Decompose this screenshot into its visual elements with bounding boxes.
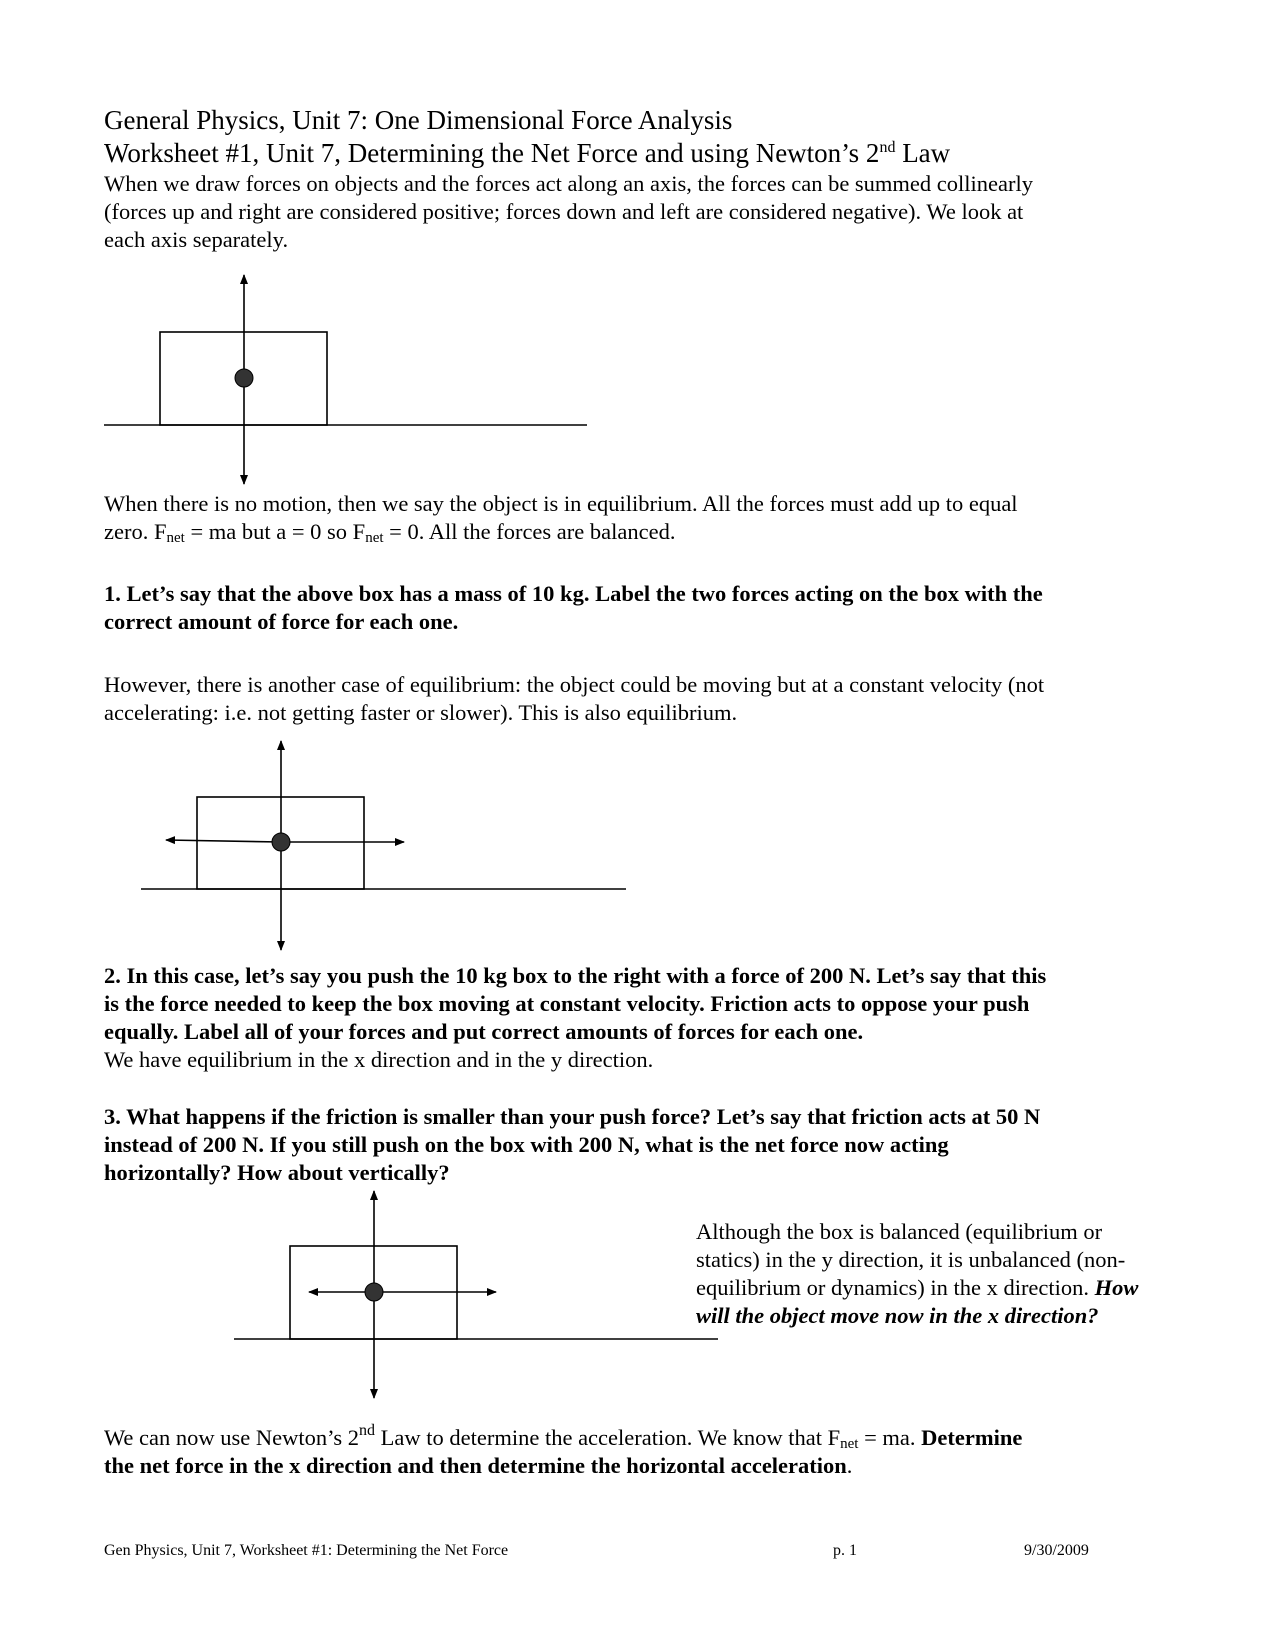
arrow-left-2 — [166, 840, 281, 842]
newton-text-b: Law to determine the acceleration. We know that F — [375, 1425, 841, 1450]
question-2 — [104, 962, 1046, 1074]
q1-line-1: 1. Let’s say that the above box has a mass of 10 kg. Label the two forces acting on the box with the — [104, 581, 1043, 606]
side-note-line-4: will the object move now in the x direction? — [696, 1303, 1099, 1328]
q3-line-1: 3. What happens if the friction is smaller than your push force? Let’s say that friction acts at 50 N — [104, 1104, 1041, 1129]
side-note-line-1: Although the box is balanced (equilibrium or — [696, 1219, 1103, 1244]
newton-paragraph — [104, 1424, 1022, 1480]
newton-sup: nd — [359, 1422, 376, 1439]
q2-line-2: is the force needed to keep the box moving at constant velocity. Friction acts to oppose your push — [104, 991, 1030, 1016]
eq-text-a: zero. F — [104, 519, 167, 544]
newton-line-2 — [104, 1452, 1022, 1480]
eq-sub-1: net — [166, 530, 185, 546]
constant-velocity-paragraph — [104, 671, 1044, 727]
newton-bold-b: the net force in the x direction and then determine the horizontal acceleration — [104, 1453, 847, 1478]
diagram-1-static-box — [104, 275, 587, 484]
q2-line-3: equally. Label all of your forces and put correct amounts of forces for each one. — [104, 1019, 864, 1044]
newton-text-c: = ma. — [858, 1425, 922, 1450]
newton-sub: net — [840, 1436, 859, 1452]
diagram-2-constant-velocity — [141, 741, 626, 950]
q2-line-1: 2. In this case, let’s say you push the 10 kg box to the right with a force of 200 N. Let’s say that this — [104, 963, 1047, 988]
diagram-3-unbalanced — [234, 1191, 718, 1398]
title-line-1: General Physics, Unit 7: One Dimensional Force Analysis — [104, 105, 733, 135]
side-note-line-2: statics) in the y direction, it is unbalanced (non- — [696, 1247, 1126, 1272]
footer-page-number: p. 1 — [833, 1542, 857, 1559]
side-note — [696, 1218, 1138, 1330]
cv-line-1: However, there is another case of equilibrium: the object could be moving but at a constant velocity (not — [104, 672, 1045, 697]
eq-text-c: = 0. All the forces are balanced. — [383, 519, 676, 544]
question-1 — [104, 580, 1043, 636]
center-dot-1 — [235, 369, 253, 387]
q3-line-3: horizontally? How about vertically? — [104, 1160, 450, 1185]
q2-line-4: We have equilibrium in the x direction and in the y direction. — [104, 1047, 654, 1072]
side-note-line-3-text: equilibrium or dynamics) in the x direction. — [696, 1275, 1095, 1300]
eq-sub-2: net — [365, 530, 384, 546]
newton-bold-a: Determine — [921, 1425, 1023, 1450]
newton-end: . — [846, 1453, 853, 1478]
subtitle-text: Worksheet #1, Unit 7, Determining the Net Force and using Newton’s 2 — [104, 138, 880, 168]
side-note-line-3-italic: How — [1094, 1275, 1139, 1300]
center-dot-3 — [365, 1283, 383, 1301]
equilibrium-paragraph — [104, 490, 1018, 546]
equilibrium-line-1: When there is no motion, then we say the object is in equilibrium. All the forces must add up to equal — [104, 491, 1018, 516]
q1-line-2: correct amount of force for each one. — [104, 609, 459, 634]
q3-line-2: instead of 200 N. If you still push on the box with 200 N, what is the net force now acting — [104, 1132, 949, 1157]
side-note-line-3 — [696, 1274, 1138, 1302]
intro-line-3: each axis separately. — [104, 227, 289, 252]
cv-line-2: accelerating: i.e. not getting faster or slower). This is also equilibrium. — [104, 700, 738, 725]
equilibrium-line-2 — [104, 518, 1018, 546]
center-dot-2 — [272, 833, 290, 851]
subtitle-sup: nd — [879, 139, 896, 156]
footer-left: Gen Physics, Unit 7, Worksheet #1: Determining the Net Force — [104, 1542, 509, 1559]
intro-line-2: (forces up and right are considered positive; forces down and left are considered negative). We look at — [104, 199, 1024, 224]
newton-text-a: We can now use Newton’s 2 — [104, 1425, 360, 1450]
footer-date: 9/30/2009 — [1024, 1542, 1089, 1559]
subtitle-end: Law — [895, 138, 951, 168]
newton-line-1 — [104, 1424, 1022, 1452]
eq-text-b: = ma but a = 0 so F — [184, 519, 366, 544]
question-3 — [104, 1103, 1040, 1187]
intro-line-1: When we draw forces on objects and the forces act along an axis, the forces can be summed collinearly — [104, 171, 1034, 196]
